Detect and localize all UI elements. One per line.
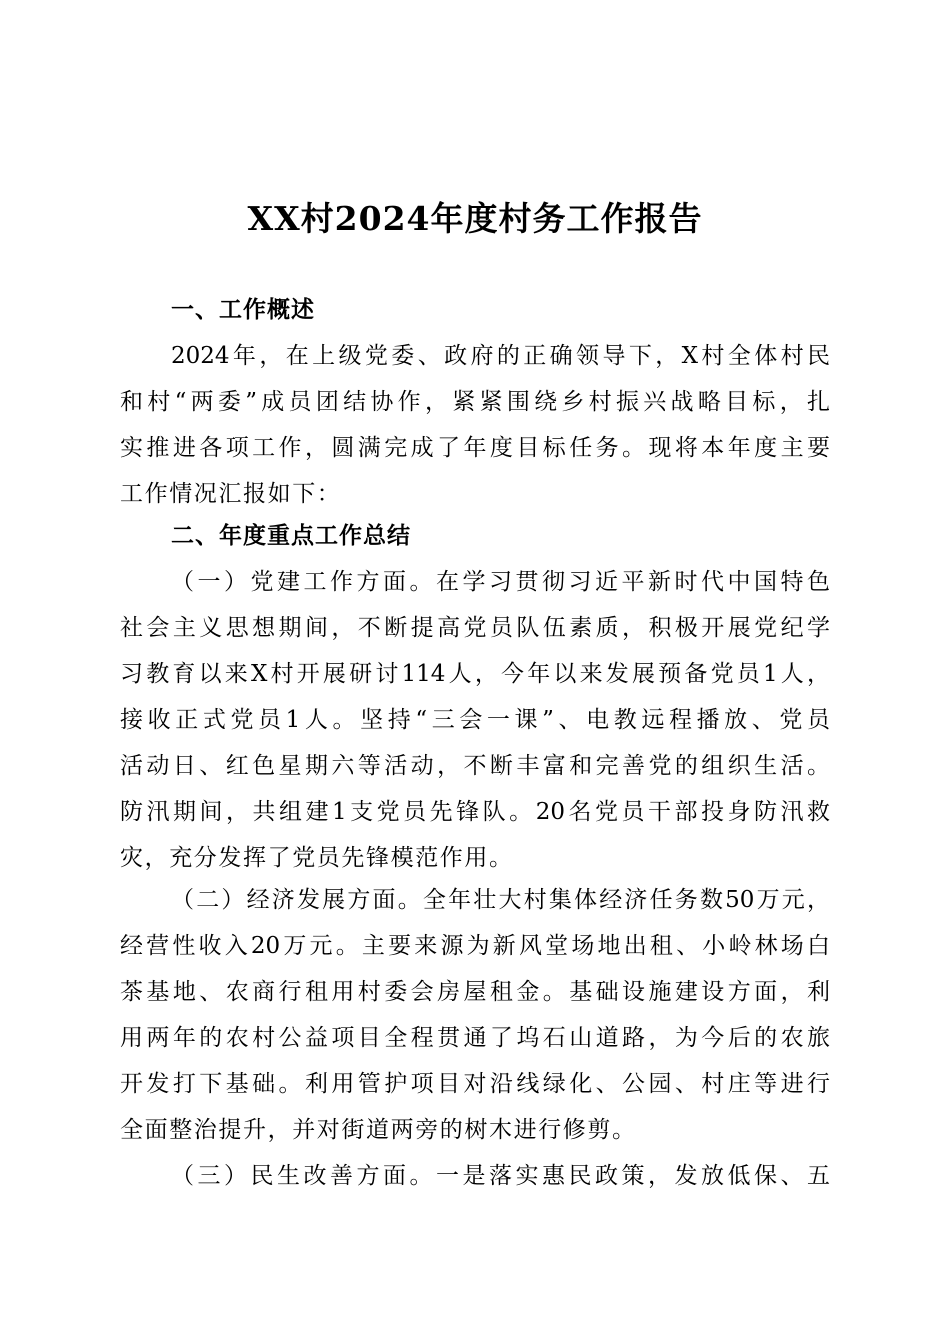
- paragraph-line: （一）党建工作方面。在学习贯彻习近平新时代中国特色: [171, 569, 830, 595]
- paragraph-line: 习教育以来X村开展研讨114人，今年以来发展预备党员1人，: [120, 661, 830, 687]
- paragraph-line: （二）经济发展方面。全年壮大村集体经济任务数50万元，: [171, 887, 830, 913]
- paragraph-line: 工作情况汇报如下：: [120, 481, 342, 507]
- paragraph-line: 实推进各项工作，圆满完成了年度目标任务。现将本年度主要: [120, 435, 830, 461]
- paragraph-line: 用两年的农村公益项目全程贯通了坞石山道路，为今后的农旅: [120, 1025, 830, 1051]
- paragraph-line: 活动日、红色星期六等活动，不断丰富和完善党的组织生活。: [120, 753, 830, 779]
- paragraph-line: （三）民生改善方面。一是落实惠民政策，发放低保、五: [171, 1163, 830, 1189]
- paragraph-line: 社会主义思想期间，不断提高党员队伍素质，积极开展党纪学: [120, 615, 830, 641]
- document-title: XX村2024年度村务工作报告: [247, 199, 703, 238]
- paragraph-line: 2024年，在上级党委、政府的正确领导下，X村全体村民: [171, 343, 830, 369]
- paragraph-line: 经营性收入20万元。主要来源为新风堂场地出租、小岭林场白: [120, 933, 830, 959]
- section-heading-overview: 一、工作概述: [171, 296, 315, 323]
- section-heading-summary: 二、年度重点工作总结: [171, 522, 411, 549]
- paragraph-line: 全面整治提升，并对街道两旁的树木进行修剪。: [120, 1117, 637, 1143]
- paragraph-line: 接收正式党员1人。坚持“三会一课”、电教远程播放、党员: [120, 707, 830, 733]
- paragraph-line: 灾，充分发挥了党员先锋模范作用。: [120, 845, 514, 871]
- paragraph-line: 和村“两委”成员团结协作，紧紧围绕乡村振兴战略目标，扎: [120, 389, 830, 415]
- paragraph-line: 茶基地、农商行租用村委会房屋租金。基础设施建设方面，利: [120, 979, 830, 1005]
- paragraph-line: 防汛期间，共组建1支党员先锋队。20名党员干部投身防汛救: [120, 799, 830, 825]
- paragraph-line: 开发打下基础。利用管护项目对沿线绿化、公园、村庄等进行: [120, 1071, 830, 1097]
